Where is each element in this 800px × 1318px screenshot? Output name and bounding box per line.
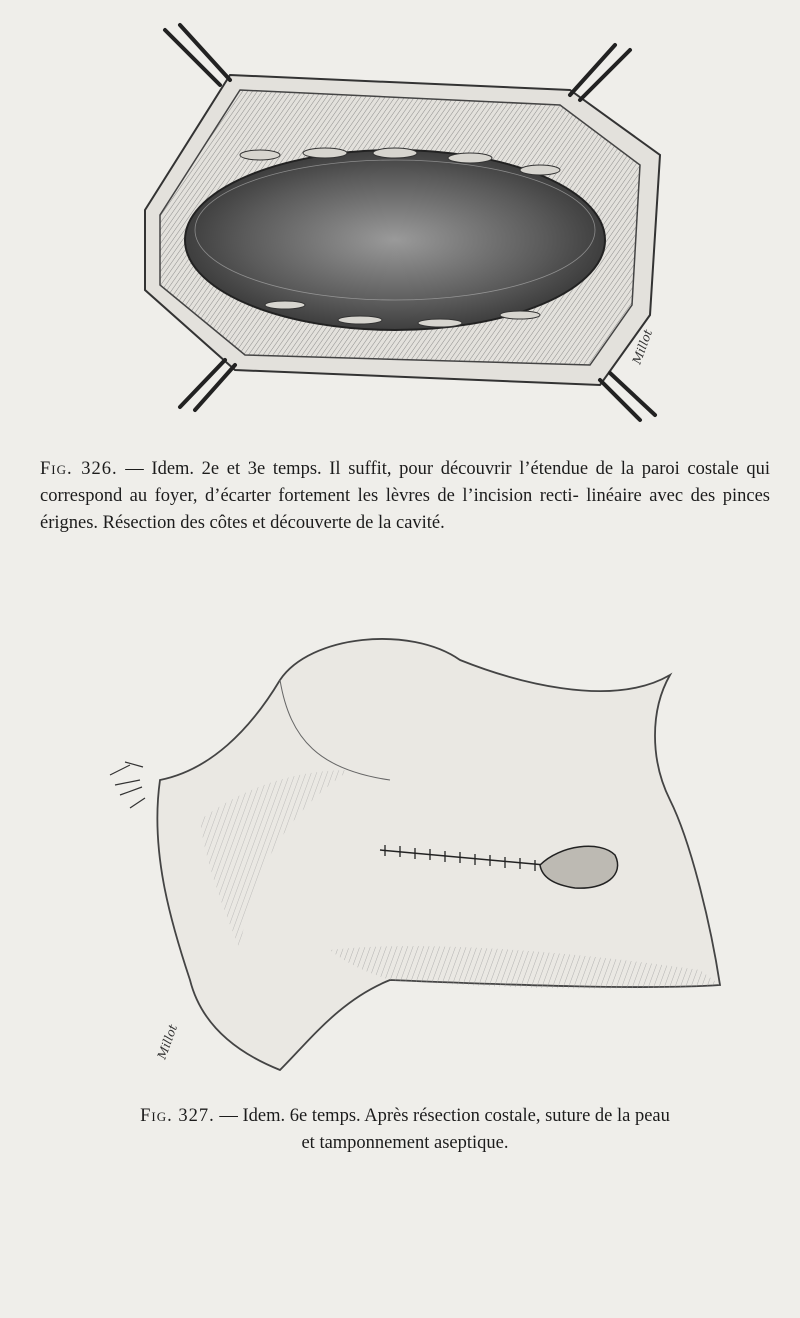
figure-326-illustration <box>120 15 700 425</box>
axillary-hair <box>110 762 145 808</box>
figure-327-caption-line2: et tamponnement aseptique. <box>301 1133 509 1153</box>
figure-326-label: Fig. 326. <box>40 459 118 479</box>
figure-327-label: Fig. 327. <box>140 1106 215 1126</box>
figure-327-caption-line1: — Idem. 6e temps. Après résection costale, suture de la peau <box>219 1106 670 1126</box>
figure-326-caption <box>40 456 770 537</box>
figure-326-caption-line1: — Idem. 2e et 3e temps. Il suffit, pour découvrir l’étendue de la paroi <box>125 459 680 479</box>
figure-327-illustration <box>90 620 740 1080</box>
figure-327-caption <box>85 1103 725 1157</box>
pleural-cavity <box>185 150 605 330</box>
figure-326-caption-line2: costale qui correspond au foyer, d’écarter fortement les lèvres de l’incision recti- <box>40 459 771 506</box>
figure-326-caption-line3: linéaire avec des pinces érignes. Résection des côtes et découverte de la cavité. <box>40 486 771 533</box>
fig326-signature: Millot <box>629 327 656 367</box>
fig327-signature: Millot <box>154 1022 181 1062</box>
